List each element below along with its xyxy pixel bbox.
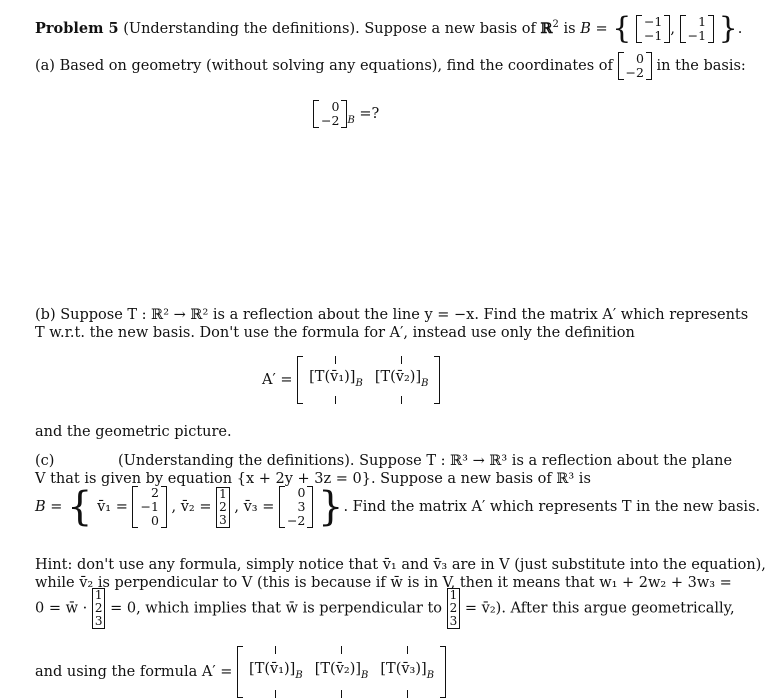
basis-v3: 0 3 −2 xyxy=(279,486,313,528)
part-a-vector: 0 −2 xyxy=(313,100,347,128)
basis-v1: 2 −1 0 xyxy=(132,486,166,528)
brace-close: } xyxy=(718,11,738,46)
hint-line3: 0 = w̄ · 1 2 3 = 0, which implies that w̄ is perpendicular to 1 2 3 = v̄₂). After this argue geometrically, xyxy=(35,588,735,628)
part-c-line2: V that is given by equation {x + 2y + 3z = 0}. Suppose a new basis of ℝ³ is xyxy=(35,471,591,487)
part-b-line2: T w.r.t. the new basis. Don't use the formula for A′, instead use only the definition xyxy=(35,325,635,341)
hint-line2: while v̄₂ is perpendicular to V (this is because if w̄ is in V, then it means that w₁ + 2w₂ + 3w₃ = xyxy=(35,575,732,591)
part-b-line3: and the geometric picture. xyxy=(35,424,232,440)
part-b-line1: (b) Suppose T : ℝ² → ℝ² is a reflection about the line y = −x. Find the matrix A′ which represents xyxy=(35,307,749,323)
part-c-line1: (Understanding the definitions). Suppose T : ℝ³ → ℝ³ is a reflection about the plane xyxy=(118,453,733,469)
problem-statement: Problem 5 (Understanding the definitions). Suppose a new basis of ℝ$^2$ is B = { −1 −1 , 1 −1 }. xyxy=(35,11,743,46)
hint-vector-2: 1 2 3 xyxy=(447,588,461,629)
hint-line4: and using the formula A′ = $[T(v̄_1)]_B$ $[T(v̄_2)]_B$ $[T(v̄_3)]_B$ xyxy=(35,646,446,698)
hint-vector-1: 1 2 3 xyxy=(92,588,106,629)
part-a-subscript: B xyxy=(347,115,355,126)
part-a-equation xyxy=(313,100,379,130)
part-a-text: (a) Based on geometry (without solving any equations), find the coordinates of 0 −2 in the basis: xyxy=(35,51,746,80)
part-b-matrix: A′ = $[T(v̄_1)]_B$ $[T(v̄_2)]_B$ xyxy=(262,356,440,404)
part-c-label: (c) xyxy=(35,453,55,469)
basis-symbol: B xyxy=(580,21,591,37)
problem-label: Problem 5 xyxy=(35,20,119,37)
r2-symbol: ℝ xyxy=(540,20,553,37)
part-a-equals: =? xyxy=(359,106,380,122)
basis-vector-2: 1 −1 xyxy=(680,15,714,43)
part-a-inline-vector: 0 −2 xyxy=(618,52,652,80)
basis-is-text: is xyxy=(563,21,576,37)
basis-v2: 1 2 3 xyxy=(216,487,230,528)
problem-intro: (Understanding the definitions). Suppose a new basis of xyxy=(123,21,536,37)
brace-open: { xyxy=(612,11,632,46)
part-c-basis: B = { v̄₁ = 2 −1 0 , v̄₂ = 1 2 3 , v̄₃ = 0 3 −2 }. Find the matrix A′ which represents T in the new basis. xyxy=(35,484,761,530)
basis-vector-1: −1 −1 xyxy=(636,15,670,43)
r2-exponent: 2 xyxy=(552,19,559,30)
hint-line1: Hint: don't use any formula, simply notice that v̄₁ and v̄₃ are in V (just substitute into the equation), xyxy=(35,557,766,573)
